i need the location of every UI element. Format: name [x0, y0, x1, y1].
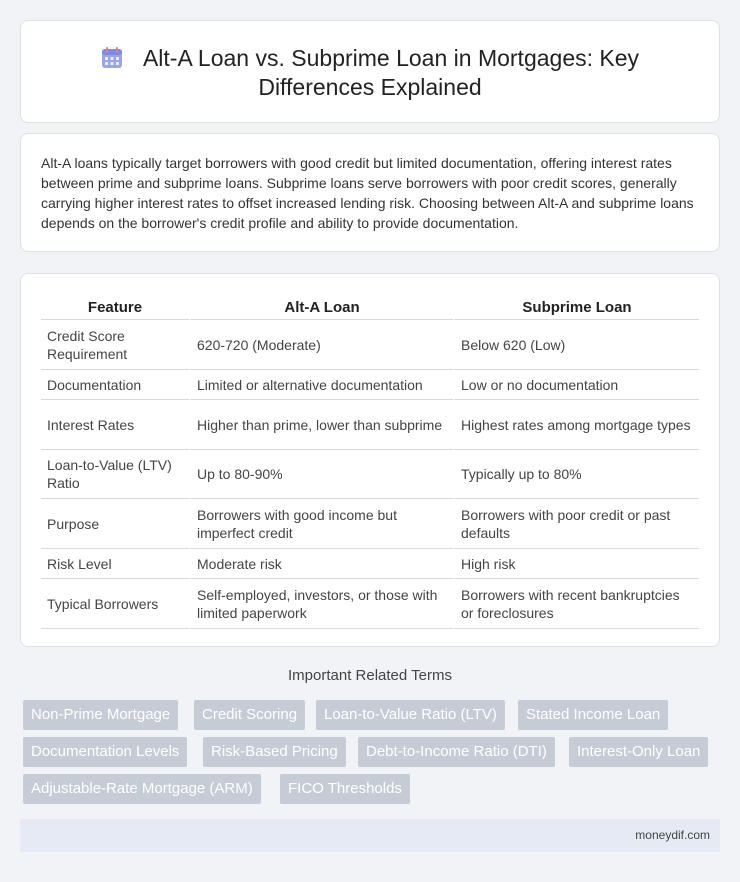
calendar-icon [101, 47, 123, 69]
intro-card [20, 133, 720, 252]
row-subprime: Borrowers with poor credit or past defaults [453, 499, 699, 549]
header-subprime: Subprime Loan [453, 294, 699, 320]
tag-fico-thresholds[interactable]: FICO Thresholds [280, 774, 410, 804]
row-feature: Loan-to-Value (LTV) Ratio [41, 450, 189, 499]
table-header-row [41, 294, 699, 320]
title-card [20, 20, 720, 123]
row-alt-a: Up to 80-90% [189, 450, 453, 499]
row-feature: Interest Rates [41, 400, 189, 450]
row-alt-a: Higher than prime, lower than subprime [189, 400, 453, 450]
tag-dti-ratio[interactable]: Debt-to-Income Ratio (DTI) [358, 737, 555, 767]
header-alt-a: Alt-A Loan [189, 294, 453, 320]
row-subprime: Borrowers with recent bankruptcies or foreclosures [453, 579, 699, 629]
table-row [41, 370, 699, 400]
tag-credit-scoring[interactable]: Credit Scoring [194, 700, 305, 730]
header-feature: Feature [41, 294, 189, 320]
tag-stated-income-loan[interactable]: Stated Income Loan [518, 700, 668, 730]
comparison-table [41, 294, 699, 629]
row-alt-a: Moderate risk [189, 549, 453, 579]
title-line-1: Alt-A Loan vs. Subprime Loan in Mortgages: Key [142, 45, 640, 71]
table-row [41, 400, 699, 450]
intro-paragraph: Alt-A loans typically target borrowers with good credit but limited documentation, offering interest rates between prime and subprime loans. Subprime loans serve borrowers with poor credit scores, generally carrying higher interest rates to offset increased lending risk. Choosing between Alt-A and subprime loans depends on the borrower's credit profile and ability to provide documentation. [41, 155, 694, 231]
row-feature: Typical Borrowers [41, 579, 189, 629]
row-feature: Risk Level [41, 549, 189, 579]
row-subprime: Below 620 (Low) [453, 320, 699, 370]
footer-site: moneydif.com [635, 828, 710, 842]
tag-risk-based-pricing[interactable]: Risk-Based Pricing [203, 737, 346, 767]
row-feature: Purpose [41, 499, 189, 549]
row-subprime: Low or no documentation [453, 370, 699, 400]
comparison-card [20, 273, 720, 647]
related-terms-heading: Important Related Terms [288, 667, 452, 684]
tag-interest-only-loan[interactable]: Interest-Only Loan [569, 737, 708, 767]
row-subprime: High risk [453, 549, 699, 579]
tag-non-prime-mortgage[interactable]: Non-Prime Mortgage [23, 700, 178, 730]
row-alt-a: Self-employed, investors, or those with limited paperwork [189, 579, 453, 629]
row-feature: Credit Score Requirement [41, 320, 189, 370]
tag-ltv-ratio[interactable]: Loan-to-Value Ratio (LTV) [316, 700, 505, 730]
tag-arm[interactable]: Adjustable-Rate Mortgage (ARM) [23, 774, 261, 804]
row-subprime: Typically up to 80% [453, 450, 699, 499]
footer [20, 819, 720, 852]
tag-documentation-levels[interactable]: Documentation Levels [23, 737, 187, 767]
table-row [41, 499, 699, 549]
table-row [41, 320, 699, 370]
row-feature: Documentation [41, 370, 189, 400]
title-line-2: Differences Explained [258, 74, 482, 100]
table-row [41, 450, 699, 499]
row-alt-a: Borrowers with good income but imperfect credit [189, 499, 453, 549]
page-title [21, 44, 719, 102]
table-row [41, 579, 699, 629]
row-subprime: Highest rates among mortgage types [453, 400, 699, 450]
row-alt-a: 620-720 (Moderate) [189, 320, 453, 370]
row-alt-a: Limited or alternative documentation [189, 370, 453, 400]
table-row [41, 549, 699, 579]
